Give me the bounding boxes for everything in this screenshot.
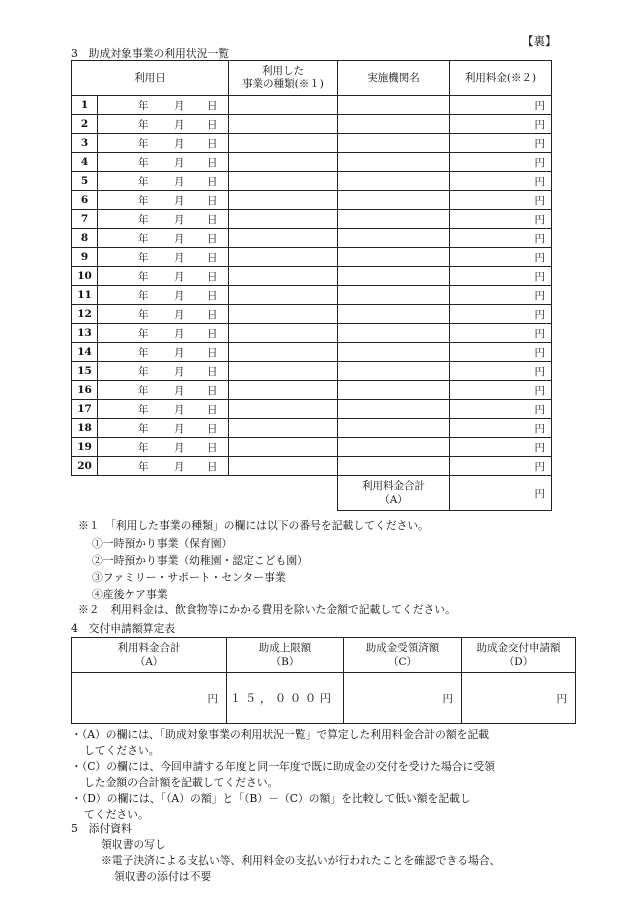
row-month: 月 [174, 461, 185, 473]
row-date[interactable] [98, 134, 229, 153]
row-date[interactable] [98, 362, 229, 381]
row-year: 年 [138, 423, 149, 435]
row-month: 月 [174, 309, 185, 321]
usage-row [72, 362, 552, 381]
row-year: 年 [138, 404, 149, 416]
usage-table [71, 60, 552, 511]
row-month: 月 [174, 290, 185, 302]
row-day: 日 [207, 290, 218, 302]
row-year: 年 [138, 461, 149, 473]
row-facility[interactable] [338, 438, 450, 457]
usage-row [72, 191, 552, 210]
row-month: 月 [174, 119, 185, 131]
usage-row [72, 229, 552, 248]
calc-header-a [72, 638, 227, 673]
row-date[interactable] [98, 286, 229, 305]
row-day: 日 [207, 100, 218, 112]
row-fee[interactable]: 円 [450, 153, 552, 172]
row-date[interactable] [98, 153, 229, 172]
calc-header-b-line1: 助成上限額 [258, 642, 312, 654]
row-date[interactable] [98, 248, 229, 267]
row-year: 年 [138, 157, 149, 169]
usage-row [72, 153, 552, 172]
row-type[interactable] [229, 343, 338, 362]
section5-note-line1: ※電子決済による支払い等、利用料金の支払いが行われたことを確認できる場合、 [101, 854, 501, 867]
total-label [338, 476, 450, 511]
row-date[interactable] [98, 267, 229, 286]
row-type[interactable] [229, 210, 338, 229]
row-type[interactable] [229, 419, 338, 438]
calc-header-d-line2: （D） [503, 656, 534, 668]
row-type[interactable] [229, 115, 338, 134]
usage-row [72, 248, 552, 267]
row-date[interactable] [98, 438, 229, 457]
row-type[interactable] [229, 305, 338, 324]
row-day: 日 [207, 176, 218, 188]
row-type[interactable] [229, 134, 338, 153]
calc-header-b [227, 638, 344, 673]
calc-table [71, 637, 576, 724]
header-type [229, 61, 338, 96]
row-fee[interactable]: 円 [450, 267, 552, 286]
header-date: 利用日 [72, 61, 229, 96]
usage-row [72, 305, 552, 324]
calc-header-d-line1: 助成金交付申請額 [476, 642, 561, 654]
row-fee[interactable]: 円 [450, 438, 552, 457]
row-type[interactable] [229, 381, 338, 400]
row-number: 9 [72, 248, 98, 267]
note1-item-2: ②一時預かり事業（幼稚園・認定こども園） [92, 554, 308, 567]
row-type[interactable] [229, 229, 338, 248]
row-facility[interactable] [338, 381, 450, 400]
row-month: 月 [174, 385, 185, 397]
section5-item: 領収書の写し [101, 838, 166, 851]
row-date[interactable] [98, 96, 229, 115]
section5-title: 5 添付資料 [71, 822, 132, 835]
row-year: 年 [138, 347, 149, 359]
row-number: 18 [72, 419, 98, 438]
row-number: 10 [72, 267, 98, 286]
note2: ※２ 利用料金は、飲食物等にかかる費用を除いた金額で記載してください。 [78, 603, 456, 616]
row-facility[interactable] [338, 153, 450, 172]
row-month: 月 [174, 176, 185, 188]
row-month: 月 [174, 404, 185, 416]
calc-header-b-line2: （B） [270, 656, 300, 668]
row-facility[interactable] [338, 115, 450, 134]
note1-item-4: ④産後ケア事業 [92, 588, 168, 601]
row-type[interactable] [229, 400, 338, 419]
row-fee[interactable]: 円 [450, 248, 552, 267]
row-number: 6 [72, 191, 98, 210]
row-facility[interactable] [338, 457, 450, 476]
row-year: 年 [138, 100, 149, 112]
row-fee[interactable]: 円 [450, 343, 552, 362]
row-number: 3 [72, 134, 98, 153]
row-fee[interactable]: 円 [450, 172, 552, 191]
row-day: 日 [207, 214, 218, 226]
row-day: 日 [207, 119, 218, 131]
row-month: 月 [174, 328, 185, 340]
row-day: 日 [207, 271, 218, 283]
row-type[interactable] [229, 172, 338, 191]
row-number: 15 [72, 362, 98, 381]
row-facility[interactable] [338, 172, 450, 191]
row-facility[interactable] [338, 400, 450, 419]
row-fee[interactable]: 円 [450, 400, 552, 419]
header-facility: 実施機関名 [338, 61, 450, 96]
row-facility[interactable] [338, 324, 450, 343]
row-year: 年 [138, 233, 149, 245]
row-facility[interactable] [338, 305, 450, 324]
header-type-line1: 利用した [262, 65, 304, 77]
header-fee: 利用料金(※２) [450, 61, 552, 96]
total-label-line1: 利用料金合計 [362, 480, 425, 492]
row-type[interactable] [229, 438, 338, 457]
row-day: 日 [207, 252, 218, 264]
total-label-line2: （A） [379, 494, 408, 506]
calc-table-header [72, 638, 576, 673]
usage-row [72, 324, 552, 343]
row-facility[interactable] [338, 191, 450, 210]
row-facility[interactable] [338, 267, 450, 286]
row-facility[interactable] [338, 210, 450, 229]
row-day: 日 [207, 309, 218, 321]
row-type[interactable] [229, 153, 338, 172]
usage-row [72, 210, 552, 229]
row-number: 7 [72, 210, 98, 229]
row-date[interactable] [98, 191, 229, 210]
row-facility[interactable] [338, 248, 450, 267]
calc-value-a[interactable]: 円 [72, 673, 227, 724]
bullet-c-line2: した金額の合計額を記載してください。 [84, 776, 279, 789]
calc-header-a-line1: 利用料金合計 [117, 642, 181, 654]
row-year: 年 [138, 328, 149, 340]
row-number: 12 [72, 305, 98, 324]
row-day: 日 [207, 385, 218, 397]
row-number: 8 [72, 229, 98, 248]
row-year: 年 [138, 119, 149, 131]
note1-item-3: ③ファミリー・サポート・センター事業 [92, 571, 286, 584]
row-number: 2 [72, 115, 98, 134]
row-fee[interactable]: 円 [450, 115, 552, 134]
usage-row [72, 419, 552, 438]
total-yen[interactable]: 円 [450, 476, 552, 511]
row-day: 日 [207, 233, 218, 245]
row-day: 日 [207, 461, 218, 473]
row-date[interactable] [98, 305, 229, 324]
row-year: 年 [138, 366, 149, 378]
usage-row [72, 400, 552, 419]
row-date[interactable] [98, 343, 229, 362]
row-facility[interactable] [338, 419, 450, 438]
row-date[interactable] [98, 419, 229, 438]
usage-row [72, 438, 552, 457]
row-month: 月 [174, 442, 185, 454]
calc-header-c-line1: 助成金受領済額 [365, 642, 440, 654]
row-facility[interactable] [338, 286, 450, 305]
row-month: 月 [174, 214, 185, 226]
row-date[interactable] [98, 457, 229, 476]
row-month: 月 [174, 271, 185, 283]
row-day: 日 [207, 366, 218, 378]
row-number: 19 [72, 438, 98, 457]
section3-title: 3 助成対象事業の利用状況一覧 [71, 47, 230, 60]
calc-table-values [72, 673, 576, 724]
row-number: 4 [72, 153, 98, 172]
row-year: 年 [138, 271, 149, 283]
usage-row [72, 267, 552, 286]
row-day: 日 [207, 347, 218, 359]
calc-header-c [344, 638, 462, 673]
row-day: 日 [207, 404, 218, 416]
row-type[interactable] [229, 324, 338, 343]
row-type[interactable] [229, 362, 338, 381]
row-fee[interactable]: 円 [450, 229, 552, 248]
bullet-d-line2: てください。 [84, 808, 149, 821]
row-day: 日 [207, 328, 218, 340]
row-number: 5 [72, 172, 98, 191]
row-year: 年 [138, 176, 149, 188]
row-number: 11 [72, 286, 98, 305]
row-date[interactable] [98, 229, 229, 248]
row-facility[interactable] [338, 343, 450, 362]
row-fee[interactable]: 円 [450, 210, 552, 229]
row-fee[interactable]: 円 [450, 134, 552, 153]
bullet-a-line1: ・（A）の欄には、「助成対象事業の利用状況一覧」で算定した利用料金合計の額を記載 [71, 728, 490, 741]
usage-total-row [72, 476, 552, 511]
row-fee[interactable]: 円 [450, 457, 552, 476]
row-year: 年 [138, 252, 149, 264]
row-month: 月 [174, 157, 185, 169]
row-year: 年 [138, 195, 149, 207]
row-type[interactable] [229, 286, 338, 305]
row-number: 13 [72, 324, 98, 343]
row-type[interactable] [229, 248, 338, 267]
row-year: 年 [138, 385, 149, 397]
note1-item-1: ①一時預かり事業（保育園） [92, 537, 233, 550]
section4-title: 4 交付申請額算定表 [71, 622, 176, 635]
section5-note-line2: 領収書の添付は不要 [114, 870, 212, 883]
note1: ※１ 「利用した事業の種類」の欄には以下の番号を記載してください。 [78, 519, 429, 532]
usage-row [72, 381, 552, 400]
row-month: 月 [174, 195, 185, 207]
row-number: 17 [72, 400, 98, 419]
calc-header-c-line2: （C） [387, 656, 418, 668]
bullet-a-line2: してください。 [84, 744, 160, 757]
row-day: 日 [207, 442, 218, 454]
row-fee[interactable]: 円 [450, 96, 552, 115]
row-month: 月 [174, 100, 185, 112]
row-month: 月 [174, 138, 185, 150]
row-month: 月 [174, 347, 185, 359]
row-day: 日 [207, 423, 218, 435]
row-fee[interactable]: 円 [450, 419, 552, 438]
row-fee[interactable]: 円 [450, 286, 552, 305]
row-year: 年 [138, 442, 149, 454]
usage-row [72, 286, 552, 305]
row-day: 日 [207, 157, 218, 169]
row-year: 年 [138, 309, 149, 321]
calc-header-a-line2: （A） [134, 656, 164, 668]
usage-row [72, 172, 552, 191]
usage-row [72, 115, 552, 134]
row-fee[interactable]: 円 [450, 362, 552, 381]
row-number: 1 [72, 96, 98, 115]
row-facility[interactable] [338, 229, 450, 248]
row-date[interactable] [98, 381, 229, 400]
row-type[interactable] [229, 96, 338, 115]
row-type[interactable] [229, 267, 338, 286]
row-fee[interactable]: 円 [450, 324, 552, 343]
row-year: 年 [138, 138, 149, 150]
row-month: 月 [174, 423, 185, 435]
calc-header-d [462, 638, 576, 673]
row-date[interactable] [98, 172, 229, 191]
usage-row [72, 457, 552, 476]
row-number: 16 [72, 381, 98, 400]
row-year: 年 [138, 290, 149, 302]
header-type-line2: 事業の種類(※１) [242, 78, 324, 90]
row-date[interactable] [98, 324, 229, 343]
row-number: 20 [72, 457, 98, 476]
row-date[interactable] [98, 210, 229, 229]
row-month: 月 [174, 366, 185, 378]
bullet-d-line1: ・（D）の欄には、「（A）の額」と「（B）－（C）の額」を比較して低い額を記載し [71, 792, 471, 805]
usage-table-header [72, 61, 552, 96]
usage-row [72, 343, 552, 362]
side-label: 【裏】 [522, 34, 557, 48]
row-day: 日 [207, 138, 218, 150]
row-fee[interactable]: 円 [450, 381, 552, 400]
row-day: 日 [207, 195, 218, 207]
row-date[interactable] [98, 115, 229, 134]
row-number: 14 [72, 343, 98, 362]
row-facility[interactable] [338, 362, 450, 381]
bullet-c-line1: ・（C）の欄には、今回申請する年度と同一年度で既に助成金の交付を受けた場合に受領 [71, 760, 495, 773]
calc-value-b: １５，０００円 [227, 673, 344, 724]
row-month: 月 [174, 252, 185, 264]
usage-row [72, 134, 552, 153]
row-date[interactable] [98, 400, 229, 419]
row-fee[interactable]: 円 [450, 191, 552, 210]
row-year: 年 [138, 214, 149, 226]
row-month: 月 [174, 233, 185, 245]
row-type[interactable] [229, 191, 338, 210]
usage-row [72, 96, 552, 115]
calc-value-d[interactable]: 円 [462, 673, 576, 724]
row-facility[interactable] [338, 96, 450, 115]
row-fee[interactable]: 円 [450, 305, 552, 324]
calc-value-c[interactable]: 円 [344, 673, 462, 724]
row-type[interactable] [229, 457, 338, 476]
row-facility[interactable] [338, 134, 450, 153]
